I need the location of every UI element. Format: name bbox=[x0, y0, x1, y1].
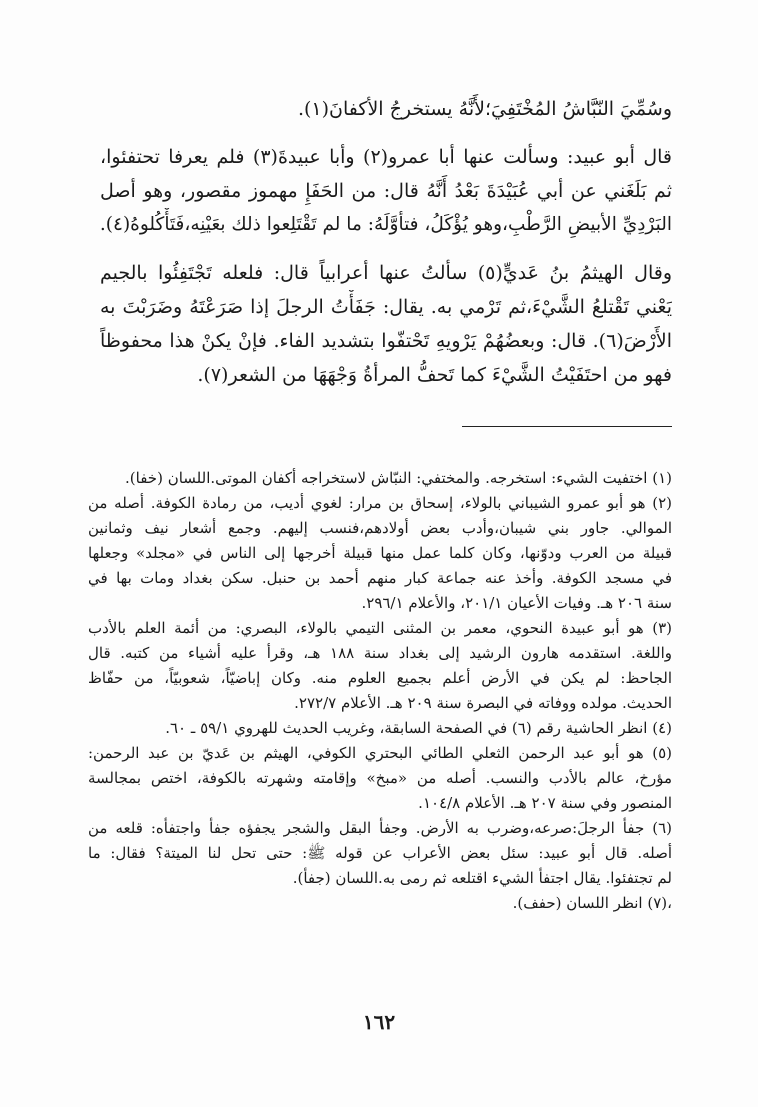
paragraph bbox=[100, 92, 672, 126]
footnote-line: الحديث. مولده ووفاته في البصرة سنة ٢٠٩ هـ. الأعلام ٢٧٢/٧. bbox=[294, 694, 672, 712]
footnote-line: ،(٧) انظر اللسان (حفف). bbox=[512, 894, 672, 912]
footnote-divider bbox=[462, 426, 672, 427]
paragraph bbox=[100, 256, 672, 392]
footnote-line: مؤرخ، عالم بالأدب والنسب. أصله من «مبخ» وإقامته وشهرته بالكوفة، اختص بمجالسة bbox=[88, 769, 672, 787]
footnote-5 bbox=[88, 741, 672, 816]
footnote-line: (٦) جفأ الرجلَ:صرعه،وضرب به الأرض. وجفأ البقل والشجر يجفؤه جفأ واجتفأه: قلعه من bbox=[88, 819, 672, 837]
footnote-line: (٤) انظر الحاشية رقم (٦) في الصفحة السابقة، وغريب الحديث للهروي ٥٩/١ ـ ٦٠. bbox=[165, 719, 672, 737]
footnote-6 bbox=[88, 816, 672, 891]
footnote-7 bbox=[88, 891, 672, 916]
footnote-line: واللغة. استقدمه هارون الرشيد إلى بغداد سنة ١٨٨ هـ، وقرأ عليه أشياء من كتبه. قال bbox=[88, 644, 672, 662]
text-line: ثم بَلَغَني عن أبي عُبَيْدَةَ بَعْدُ أَنَّهُ قال: من الحَفَإِ مهموز مقصور، وهو أصل bbox=[100, 180, 672, 202]
footnote-line: أصله. قال أبو عبيد: سئل بعض الأعراب عن قوله ﷺ: حتى تحل لنا الميتة؟ فقال: ما bbox=[88, 844, 672, 862]
footnote-line: (٣) هو أبو عبيدة النحوي، معمر بن المثنى التيمي بالولاء، البصري: من أئمة العلم بالأدب bbox=[88, 619, 672, 637]
footnote-1 bbox=[88, 466, 672, 491]
text-line: فهو من احتَفَيْتُ الشَّيْءَ كما تَحفُّ المرأةُ وَجْهَهَا من الشعر(٧). bbox=[197, 364, 672, 386]
page-number: ١٦٢ bbox=[362, 1010, 396, 1034]
text-line: وسُمِّيَ النّبَّاشُ المُخْتَفِيَ؛لأَنَّهُ يستخرجُ الأكفانَ(١). bbox=[297, 98, 672, 120]
footnote-line: المنصور وفي سنة ٢٠٧ هـ. الأعلام ١٠٤/٨. bbox=[418, 794, 672, 812]
text-line: يَعْني تَقْتلعُ الشَّيْءَ،ثم تَرْمي به. يقال: جَفَأْتُ الرجلَ إذا صَرَعْتَهُ وضَرَبْتَ به bbox=[100, 296, 672, 318]
text-line: الأَرْضَ(٦). قال: وبعضُهُمْ يَرْويهِ تَحْتفّوا بتشديد الفاء. فإنْ يكنْ هذا محفوظاً bbox=[100, 330, 672, 352]
paragraph bbox=[100, 140, 672, 242]
footnote-2 bbox=[88, 491, 672, 616]
footnote-line: في مسجد الكوفة. وأخذ عنه جماعة كبار منهم أحمد بن حنبل. سكن بغداد ومات بها في bbox=[88, 569, 672, 587]
footnote-4 bbox=[88, 716, 672, 741]
footnote-line: (١) اختفيت الشيء: استخرجه. والمختفي: النبّاش لاستخراجه أكفان الموتى.اللسان (خفا). bbox=[125, 469, 672, 487]
footnote-line: الموالي. جاور بني شيبان،وأدب بعض أولادهم،فنسب إليهم. وجمع أشعار نيف وثمانين bbox=[88, 519, 672, 537]
footnotes bbox=[88, 466, 672, 916]
text-line: وقال الهيثمُ بنُ عَديٍّ(٥) سألتُ عنها أعرابياً قال: فلعله تَجْتَفِئُوا بالجيم bbox=[100, 262, 672, 284]
footnote-line: لم تجتفئوا. يقال اجتفأ الشيء اقتلعه ثم رمى به.اللسان (جفأ). bbox=[292, 869, 672, 887]
main-text bbox=[100, 92, 672, 392]
footnote-line: (٢) هو أبو عمرو الشيباني بالولاء، إسحاق بن مرار: لغوي أديب، من رمادة الكوفة. أصله من bbox=[88, 494, 672, 512]
footnote-line: الجاحظ: لم يكن في الأرض أعلم بجميع العلوم منه. وكان إباضيّاً، شعوبيّاً، من حفّاظ bbox=[88, 669, 672, 687]
text-line: قال أبو عبيد: وسألت عنها أبا عمرو(٢) وأبا عبيدةَ(٣) فلم يعرفا تحتفئوا، bbox=[100, 146, 672, 168]
footnote-line: سنة ٢٠٦ هـ. وفيات الأعيان ٢٠١/١، والأعلام ٢٩٦/١. bbox=[361, 594, 672, 612]
footnote-3 bbox=[88, 616, 672, 716]
text-line: البَرْدِيِّ الأبيضِ الرَّطْبِ،وهو يُؤْكَلُ، فتأوَّلَهُ: ما لم تَقْتَلِعوا ذلك بعَيْنِه،فَتَأْكُلوهُ(٤). bbox=[100, 214, 672, 235]
footnote-line: (٥) هو أبو عبد الرحمن الثعلي الطائي البحتري الكوفي، الهيثم بن عَديّ بن عبد الرحمن: bbox=[88, 744, 672, 762]
footnote-line: قبيلة من العرب ودوّنها، وكان كلما عمل منها قبيلة أخرجها إلى الناس في «مجلد» وجعلها bbox=[88, 544, 672, 562]
